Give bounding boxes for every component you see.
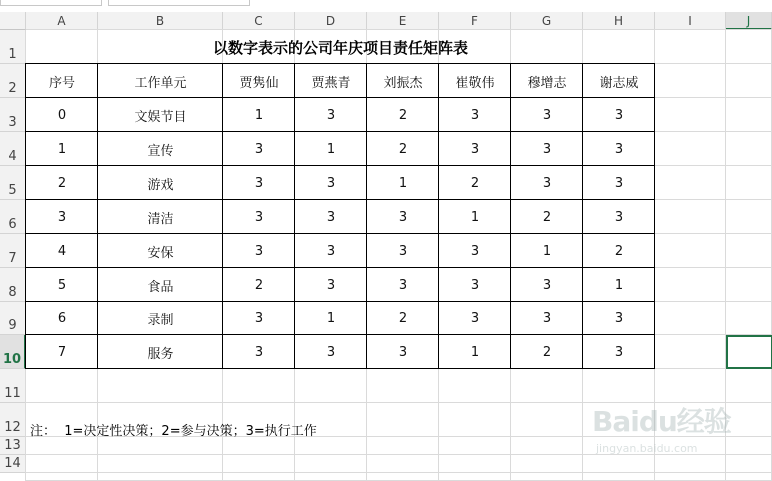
table-cell[interactable]: 1 [470,209,480,225]
column-header-e[interactable]: E [367,12,439,30]
gridline-horizontal [26,472,772,473]
table-cell[interactable]: 3 [542,277,552,293]
row-number: 13 [4,438,21,453]
row-header-2[interactable] [0,64,26,98]
table-cell[interactable]: 3 [398,209,408,225]
table-cell[interactable]: 3 [326,243,336,259]
sheet-title: 以数字表示的公司年庆项目责任矩阵表 [212,38,468,57]
table-cell[interactable]: 1 [326,141,336,157]
table-border-v [510,63,511,369]
table-cell[interactable]: 1 [542,243,552,259]
table-cell[interactable]: 2 [57,175,67,191]
table-cell[interactable]: 安保 [147,245,174,261]
table-cell[interactable]: 3 [254,141,264,157]
table-cell[interactable]: 1 [57,141,67,157]
table-cell[interactable]: 宣传 [147,143,174,159]
table-cell[interactable]: 6 [57,311,67,326]
table-cell[interactable]: 2 [398,141,408,157]
column-header-g[interactable]: G [511,12,583,30]
table-cell[interactable]: 录制 [147,313,174,328]
watermark-logo [592,396,732,466]
table-cell[interactable]: 3 [542,107,552,123]
table-cell[interactable]: 1 [254,107,264,123]
row-header-5[interactable] [0,166,26,200]
table-header-cell[interactable]: 工作单元 [134,75,187,91]
row-header-11[interactable] [0,369,26,403]
row-number: 2 [8,81,17,96]
row-header-9[interactable] [0,302,26,335]
table-border-v [222,63,223,369]
selected-cell[interactable] [726,335,772,369]
table-cell[interactable]: 3 [542,141,552,157]
row-header-14[interactable] [0,455,26,473]
column-header-i[interactable]: I [655,12,726,30]
table-cell[interactable]: 2 [614,243,624,259]
table-border-h [26,131,655,132]
column-header-j[interactable]: J [726,12,772,30]
table-cell[interactable]: 3 [470,107,480,123]
table-header-cell[interactable]: 刘振杰 [383,75,423,91]
table-cell[interactable]: 3 [254,311,264,326]
table-border-h [26,368,655,369]
table-cell[interactable]: 1 [326,311,336,326]
table-cell[interactable]: 3 [326,107,336,123]
column-header-h[interactable]: H [583,12,655,30]
row-number: 5 [8,183,17,198]
table-cell[interactable]: 3 [470,311,480,326]
table-cell[interactable]: 3 [398,344,408,360]
select-all-corner[interactable] [0,12,26,30]
row-header-12[interactable] [0,403,26,437]
watermark-url: jingyan.baidu.com [596,442,698,455]
table-cell[interactable]: 3 [542,311,552,326]
table-cell[interactable]: 3 [614,209,624,225]
table-border-h [26,199,655,200]
table-border-h [26,267,655,268]
table-cell[interactable]: 3 [542,175,552,191]
watermark-brand: Baidu经验 [592,405,731,438]
row-number: 3 [8,115,17,130]
row-number: 10 [2,352,22,367]
table-border-h [26,97,655,98]
table-cell[interactable]: 2 [398,107,408,123]
table-cell[interactable]: 3 [470,141,480,157]
table-header-cell[interactable]: 贾隽仙 [239,75,279,91]
column-header-f[interactable]: F [439,12,511,30]
table-border-v [582,63,583,369]
formula-bar-edge[interactable] [108,0,250,6]
column-header-b[interactable]: B [98,12,223,30]
name-box-edge[interactable] [0,0,102,6]
table-cell[interactable]: 1 [470,344,480,360]
legend-note: 注： 1=决定性决策；2=参与决策；3=执行工作 [30,424,317,439]
table-cell[interactable]: 3 [614,107,624,123]
table-cell[interactable]: 3 [614,344,624,360]
row-number: 14 [4,456,21,471]
row-number: 8 [8,285,17,300]
table-cell[interactable]: 食品 [147,279,174,295]
table-header-cell[interactable]: 谢志威 [599,75,639,91]
table-cell[interactable]: 4 [57,243,67,259]
table-cell[interactable]: 0 [57,107,67,123]
table-cell[interactable]: 3 [254,209,264,225]
table-border-h [26,63,655,64]
table-cell[interactable]: 3 [254,344,264,360]
row-number: 1 [8,47,17,62]
row-number: 7 [8,251,17,266]
row-header-7[interactable] [0,234,26,268]
table-cell[interactable]: 清洁 [147,211,174,227]
table-cell[interactable]: 2 [470,175,480,191]
row-header-8[interactable] [0,268,26,302]
column-header-c[interactable]: C [223,12,295,30]
table-cell[interactable]: 3 [326,277,336,293]
table-border-h [26,301,655,302]
table-cell[interactable]: 3 [326,209,336,225]
table-cell[interactable]: 5 [57,277,67,293]
table-cell[interactable]: 2 [542,344,552,360]
table-cell[interactable]: 游戏 [147,177,174,193]
table-cell[interactable]: 3 [57,209,67,225]
table-cell[interactable]: 2 [398,311,408,326]
row-header-10[interactable] [0,335,26,369]
table-cell[interactable]: 3 [398,277,408,293]
table-border-v [25,63,26,369]
column-header-a[interactable]: A [26,12,98,30]
table-border-v [438,63,439,369]
table-cell[interactable]: 3 [326,175,336,191]
table-cell[interactable]: 服务 [147,346,174,362]
table-header-cell[interactable]: 序号 [48,75,75,91]
table-border-v [97,63,98,369]
row-header-4[interactable] [0,132,26,166]
table-cell[interactable]: 1 [614,277,624,293]
table-border-h [26,233,655,234]
table-border-h [26,165,655,166]
table-header-cell[interactable]: 崔敬伟 [455,75,495,91]
top-strip [0,0,772,12]
table-cell[interactable]: 7 [57,344,67,360]
table-cell[interactable]: 1 [398,175,408,191]
table-border-h [26,334,655,335]
table-cell[interactable]: 3 [326,344,336,360]
table-header-cell[interactable]: 贾燕青 [311,75,351,91]
table-cell[interactable]: 2 [254,277,264,293]
row-number: 9 [8,318,17,333]
row-number: 6 [8,217,17,232]
row-number: 11 [4,386,21,401]
table-border-v [654,63,655,369]
table-border-v [366,63,367,369]
row-header-1[interactable] [0,30,26,64]
row-header-3[interactable] [0,98,26,132]
table-cell[interactable]: 2 [542,209,552,225]
table-cell[interactable]: 文娱节目 [134,109,187,125]
table-cell[interactable]: 3 [254,243,264,259]
table-cell[interactable]: 3 [470,277,480,293]
row-number: 4 [8,149,17,164]
table-cell[interactable]: 3 [470,243,480,259]
row-number: 12 [4,420,21,435]
row-header-6[interactable] [0,200,26,234]
table-cell[interactable]: 3 [398,243,408,259]
table-border-v [294,63,295,369]
table-cell[interactable]: 3 [254,175,264,191]
table-cell[interactable]: 3 [614,141,624,157]
table-cell[interactable]: 3 [614,311,624,326]
table-header-cell[interactable]: 穆增志 [527,75,567,91]
row-header-13[interactable] [0,437,26,455]
column-header-d[interactable]: D [295,12,367,30]
table-cell[interactable]: 3 [614,175,624,191]
